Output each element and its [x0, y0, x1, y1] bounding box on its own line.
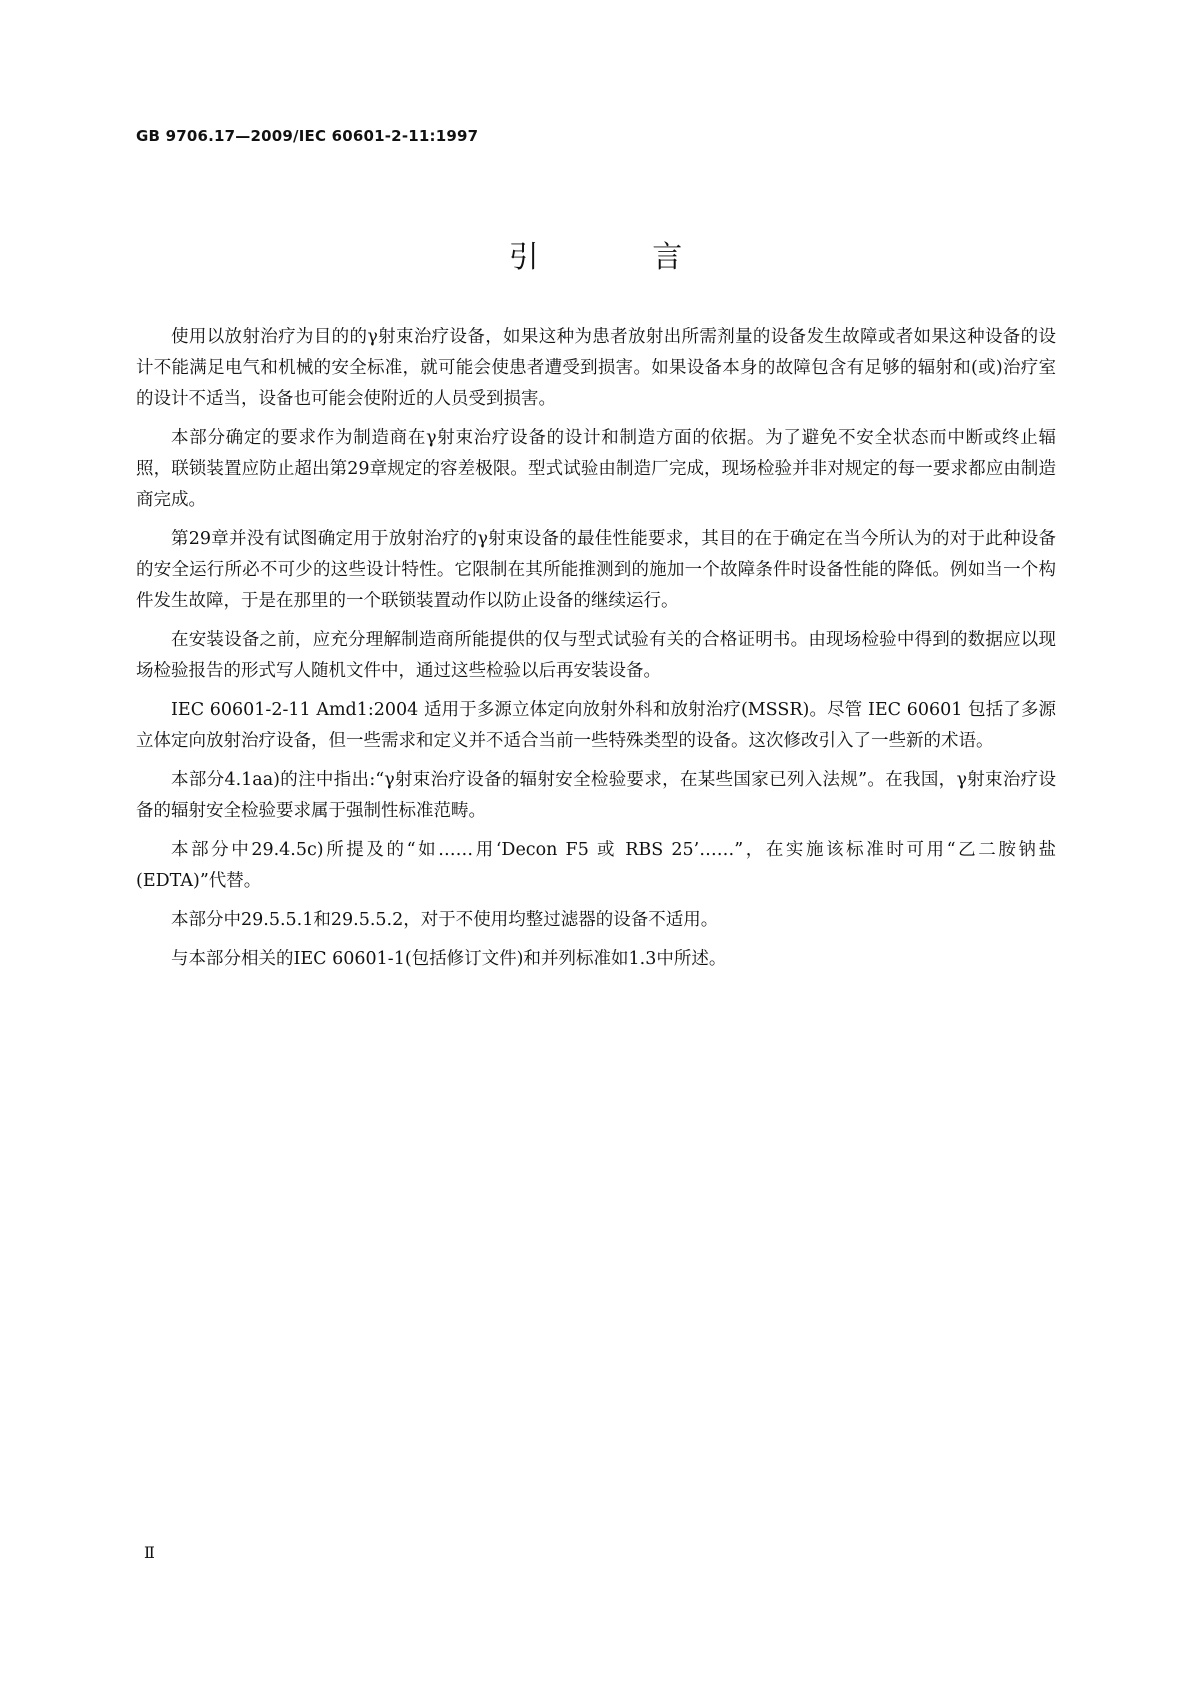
- paragraph-6: 本部分4.1aa)的注中指出:“γ射束治疗设备的辐射安全检验要求，在某些国家已列入法规”。在我国，γ射束治疗设备的辐射安全检验要求属于强制性标准范畴。: [136, 770, 1056, 821]
- introduction-body: [136, 322, 1056, 983]
- paragraph-2: 本部分确定的要求作为制造商在γ射束治疗设备的设计和制造方面的依据。为了避免不安全状态而中断或终止辐照，联锁装置应防止超出第29章规定的容差极限。型式试验由制造厂完成，现场检验并非对规定的每一要求都应由制造商完成。: [136, 428, 1056, 510]
- paragraph-8: 本部分中29.5.5.1和29.5.5.2，对于不使用均整过滤器的设备不适用。: [171, 910, 719, 930]
- paragraph-9: 与本部分相关的IEC 60601-1(包括修订文件)和并列标准如1.3中所述。: [171, 949, 727, 969]
- page-title: 引 言: [508, 240, 735, 275]
- paragraph-5: IEC 60601-2-11 Amd1:2004 适用于多源立体定向放射外科和放射治疗(MSSR)。尽管 IEC 60601 包括了多源立体定向放射治疗设备，但一些需求和定义并不适合当前一些特殊类型的设备。这次修改引入了一些新的术语。: [136, 700, 1056, 751]
- paragraph-7: 本部分中29.4.5c)所提及的“如……用‘Decon F5 或 RBS 25’……”，在实施该标准时可用“乙二胺钠盐(EDTA)”代替。: [136, 840, 1056, 891]
- paragraph-1: 使用以放射治疗为目的的γ射束治疗设备，如果这种为患者放射出所需剂量的设备发生故障或者如果这种设备的设计不能满足电气和机械的安全标准，就可能会使患者遭受到损害。如果设备本身的故障包含有足够的辐射和(或)治疗室的设计不适当，设备也可能会使附近的人员受到损害。: [136, 327, 1056, 409]
- page-number: Ⅱ: [144, 1543, 155, 1562]
- standard-number-header: GB 9706.17—2009/IEC 60601-2-11:1997: [136, 127, 479, 145]
- paragraph-4: 在安装设备之前，应充分理解制造商所能提供的仅与型式试验有关的合格证明书。由现场检验中得到的数据应以现场检验报告的形式写人随机文件中，通过这些检验以后再安装设备。: [136, 630, 1056, 681]
- paragraph-3: 第29章并没有试图确定用于放射治疗的γ射束设备的最佳性能要求，其目的在于确定在当今所认为的对于此种设备的安全运行所必不可少的这些设计特性。它限制在其所能推测到的施加一个故障条件时设备性能的降低。例如当一个构件发生故障，于是在那里的一个联锁装置动作以防止设备的继续运行。: [136, 529, 1056, 611]
